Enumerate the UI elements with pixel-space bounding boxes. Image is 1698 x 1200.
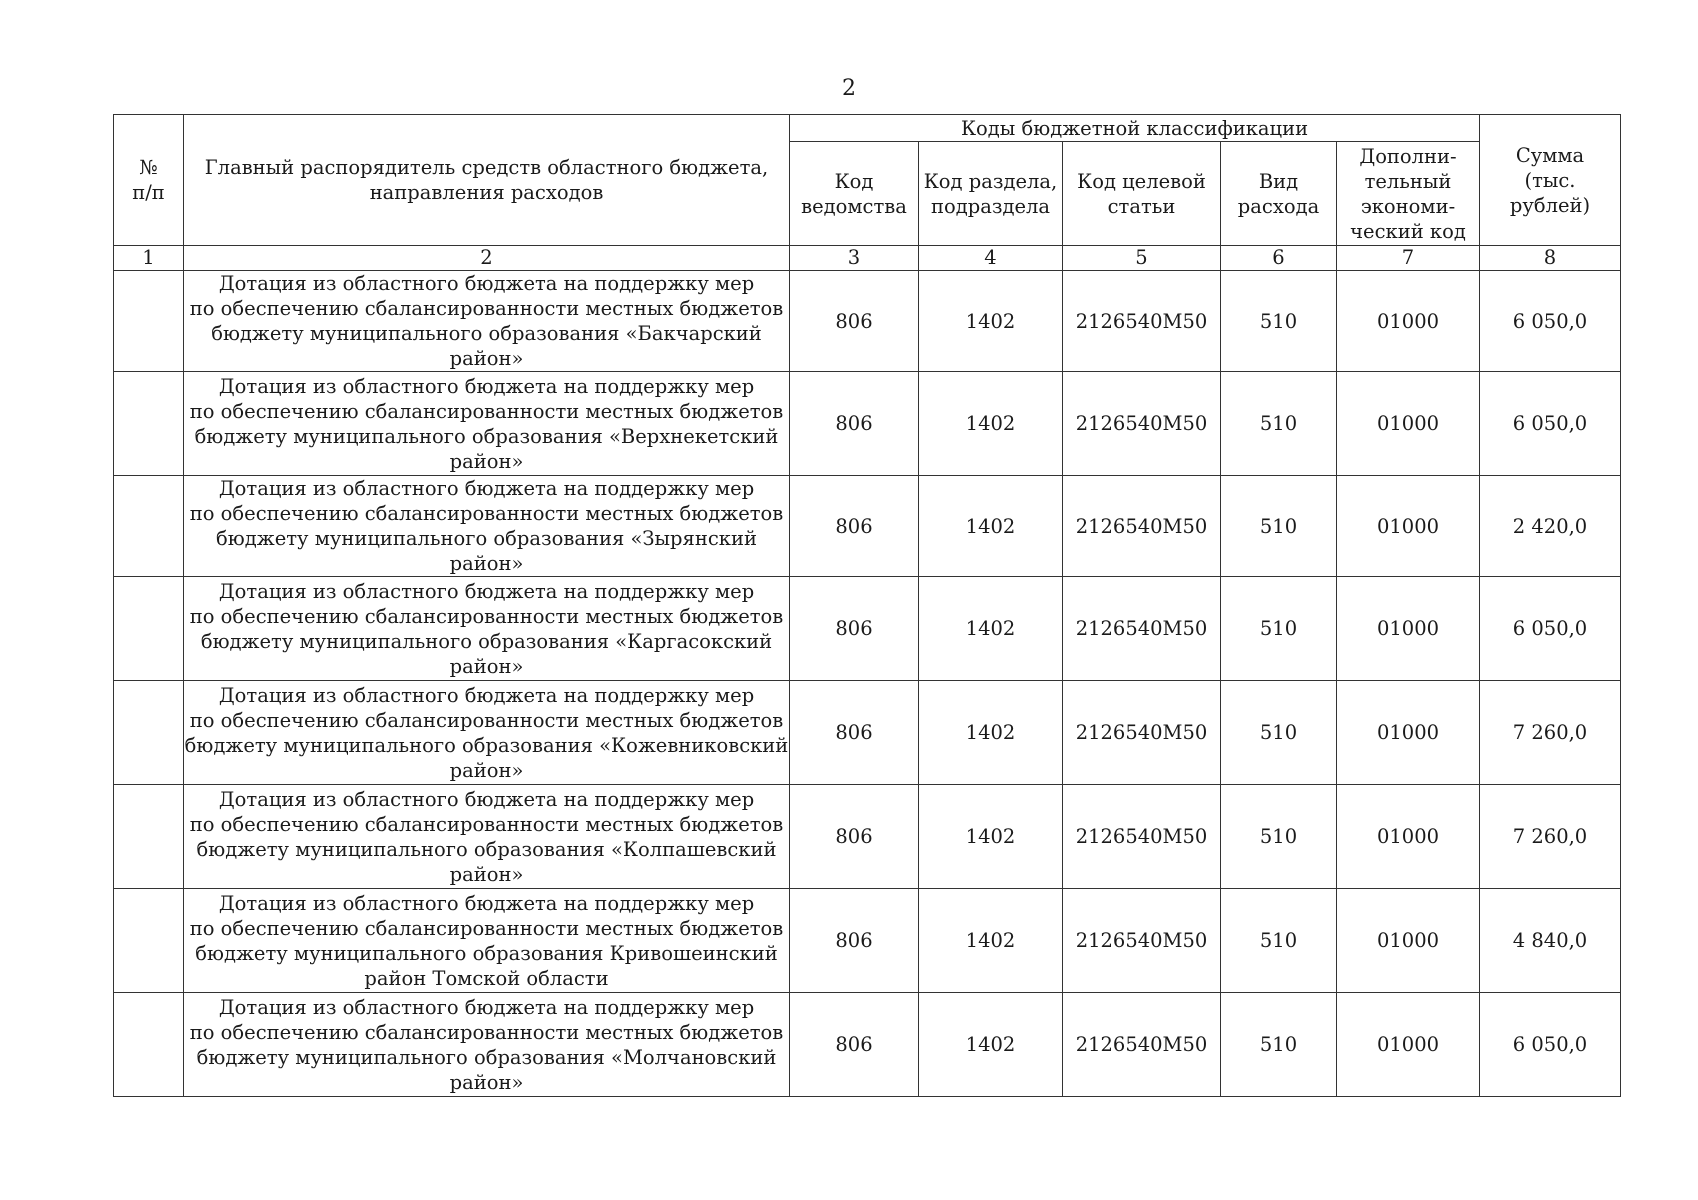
row-extra-code: 01000 [1337, 993, 1480, 1097]
header-sum: Сумма (тыс. рублей) [1480, 115, 1621, 246]
row-expense-type: 510 [1221, 372, 1337, 476]
row-number [114, 785, 184, 889]
row-expense-type: 510 [1221, 271, 1337, 372]
row-dept-code: 806 [790, 785, 919, 889]
row-description: Дотация из областного бюджета на поддержку мер по обеспечению сбалансированности местных бюджетов бюджету муниципального образования «Зырянский район» [184, 476, 790, 577]
row-section-code: 1402 [919, 785, 1063, 889]
table-row [114, 993, 1621, 1097]
row-target-code: 2126540M50 [1063, 785, 1221, 889]
column-number: 5 [1063, 246, 1221, 271]
row-extra-code: 01000 [1337, 476, 1480, 577]
row-section-code: 1402 [919, 476, 1063, 577]
row-target-code: 2126540M50 [1063, 681, 1221, 785]
row-expense-type: 510 [1221, 993, 1337, 1097]
header-section-code: Код раздела, подраздела [919, 142, 1063, 246]
header-codes-group: Коды бюджетной классификации [790, 115, 1480, 142]
column-number: 1 [114, 246, 184, 271]
row-extra-code: 01000 [1337, 785, 1480, 889]
row-description: Дотация из областного бюджета на поддержку мер по обеспечению сбалансированности местных бюджетов бюджету муниципального образования «Верхнекетский район» [184, 372, 790, 476]
row-expense-type: 510 [1221, 889, 1337, 993]
row-sum: 6 050,0 [1480, 577, 1621, 681]
table-row [114, 889, 1621, 993]
row-number [114, 681, 184, 785]
header-number: № п/п [114, 115, 184, 246]
row-expense-type: 510 [1221, 681, 1337, 785]
row-number [114, 577, 184, 681]
row-sum: 7 260,0 [1480, 681, 1621, 785]
row-sum: 7 260,0 [1480, 785, 1621, 889]
column-number: 2 [184, 246, 790, 271]
header-extra-code: Дополни- тельный экономи- ческий код [1337, 142, 1480, 246]
header-expense-type: Вид расхода [1221, 142, 1337, 246]
header-main-recipient: Главный распорядитель средств областного бюджета, направления расходов [184, 115, 790, 246]
row-extra-code: 01000 [1337, 577, 1480, 681]
row-description: Дотация из областного бюджета на поддержку мер по обеспечению сбалансированности местных бюджетов бюджету муниципального образования «Каргасокский район» [184, 577, 790, 681]
row-sum: 6 050,0 [1480, 372, 1621, 476]
row-dept-code: 806 [790, 577, 919, 681]
row-dept-code: 806 [790, 889, 919, 993]
row-section-code: 1402 [919, 372, 1063, 476]
row-number [114, 372, 184, 476]
row-extra-code: 01000 [1337, 372, 1480, 476]
header-target-code: Код целевой статьи [1063, 142, 1221, 246]
row-target-code: 2126540M50 [1063, 372, 1221, 476]
row-expense-type: 510 [1221, 577, 1337, 681]
row-section-code: 1402 [919, 993, 1063, 1097]
header-dept-code: Код ведомства [790, 142, 919, 246]
row-target-code: 2126540M50 [1063, 577, 1221, 681]
row-description: Дотация из областного бюджета на поддержку мер по обеспечению сбалансированности местных бюджетов бюджету муниципального образования «Кожевниковский район» [184, 681, 790, 785]
row-target-code: 2126540M50 [1063, 993, 1221, 1097]
row-extra-code: 01000 [1337, 681, 1480, 785]
column-number: 7 [1337, 246, 1480, 271]
row-description: Дотация из областного бюджета на поддержку мер по обеспечению сбалансированности местных бюджетов бюджету муниципального образования Кривошеинский район Томской области [184, 889, 790, 993]
row-section-code: 1402 [919, 271, 1063, 372]
table-row [114, 577, 1621, 681]
column-number: 8 [1480, 246, 1621, 271]
row-section-code: 1402 [919, 577, 1063, 681]
row-dept-code: 806 [790, 271, 919, 372]
row-dept-code: 806 [790, 372, 919, 476]
table-row [114, 785, 1621, 889]
row-extra-code: 01000 [1337, 271, 1480, 372]
row-expense-type: 510 [1221, 476, 1337, 577]
row-description: Дотация из областного бюджета на поддержку мер по обеспечению сбалансированности местных бюджетов бюджету муниципального образования «Молчановский район» [184, 993, 790, 1097]
row-section-code: 1402 [919, 889, 1063, 993]
row-target-code: 2126540M50 [1063, 476, 1221, 577]
row-expense-type: 510 [1221, 785, 1337, 889]
column-number-row [114, 246, 1621, 271]
row-number [114, 889, 184, 993]
row-sum: 6 050,0 [1480, 271, 1621, 372]
row-dept-code: 806 [790, 993, 919, 1097]
table-row [114, 271, 1621, 372]
row-sum: 2 420,0 [1480, 476, 1621, 577]
row-dept-code: 806 [790, 681, 919, 785]
page-number: 2 [842, 76, 856, 101]
table-row [114, 681, 1621, 785]
column-number: 3 [790, 246, 919, 271]
row-target-code: 2126540M50 [1063, 271, 1221, 372]
row-dept-code: 806 [790, 476, 919, 577]
row-extra-code: 01000 [1337, 889, 1480, 993]
table-row [114, 372, 1621, 476]
row-number [114, 271, 184, 372]
row-number [114, 993, 184, 1097]
row-number [114, 476, 184, 577]
row-section-code: 1402 [919, 681, 1063, 785]
column-number: 4 [919, 246, 1063, 271]
header-row [114, 115, 1621, 142]
column-number: 6 [1221, 246, 1337, 271]
budget-table [113, 114, 1621, 1097]
row-target-code: 2126540M50 [1063, 889, 1221, 993]
row-description: Дотация из областного бюджета на поддержку мер по обеспечению сбалансированности местных бюджетов бюджету муниципального образования «Бакчарский район» [184, 271, 790, 372]
row-sum: 6 050,0 [1480, 993, 1621, 1097]
table-row [114, 476, 1621, 577]
row-description: Дотация из областного бюджета на поддержку мер по обеспечению сбалансированности местных бюджетов бюджету муниципального образования «Колпашевский район» [184, 785, 790, 889]
row-sum: 4 840,0 [1480, 889, 1621, 993]
